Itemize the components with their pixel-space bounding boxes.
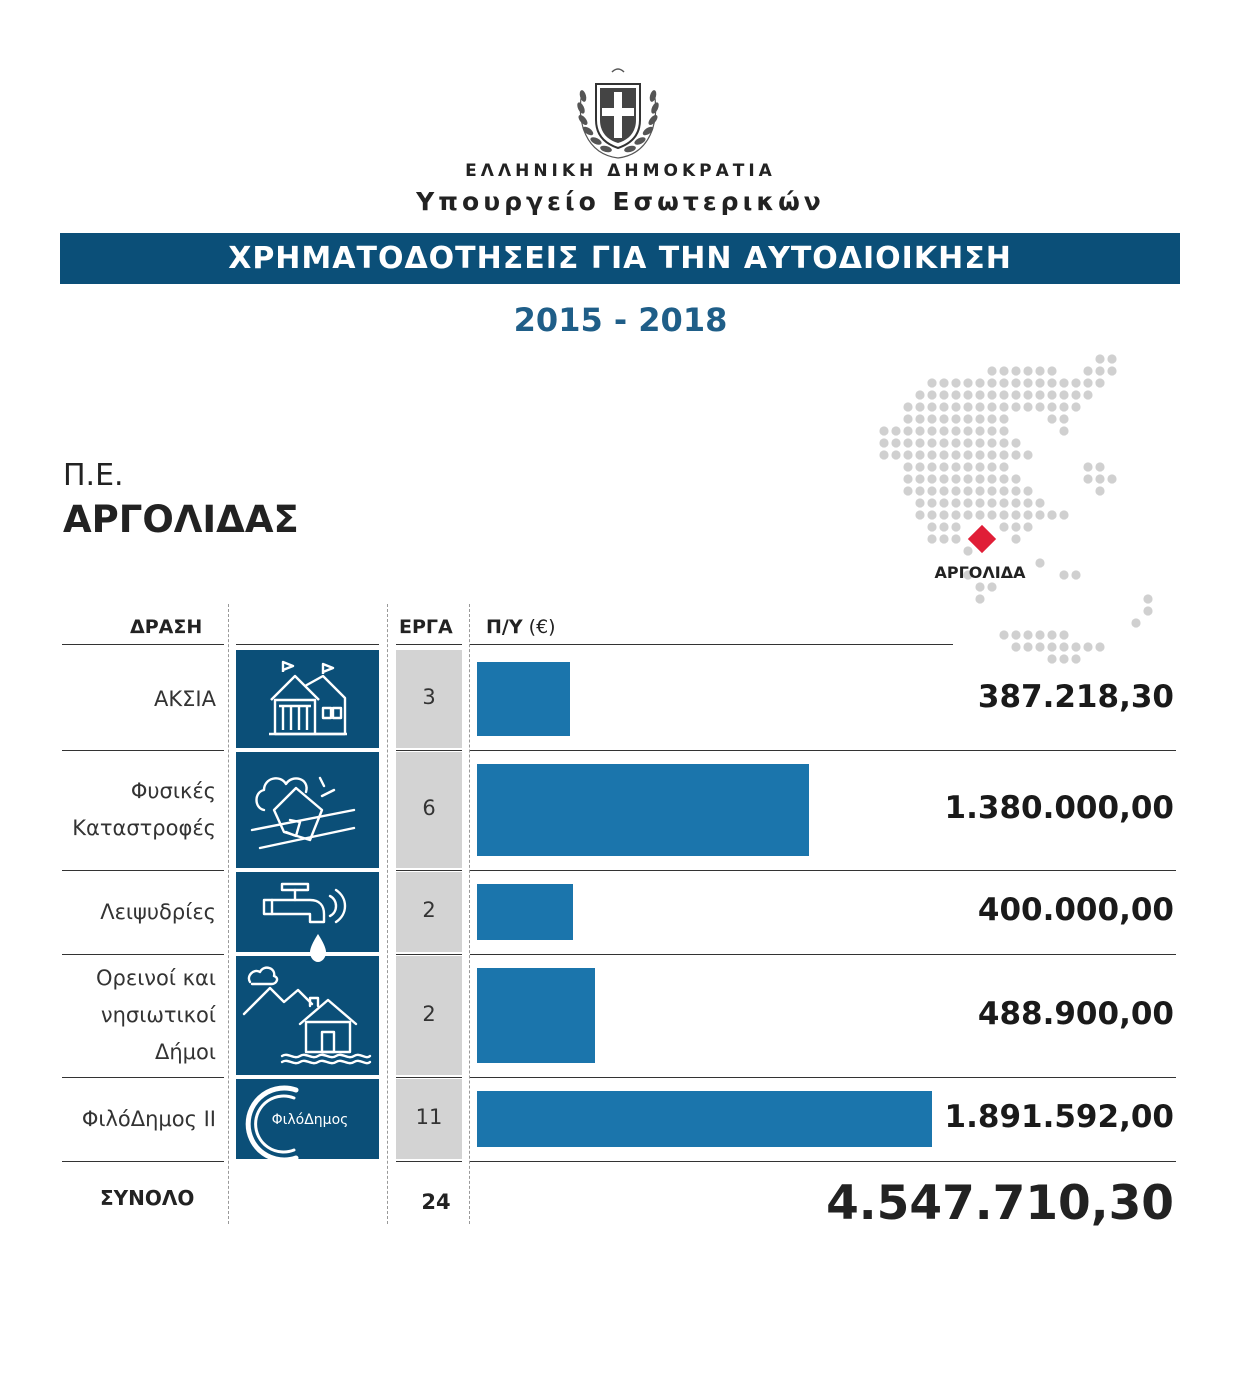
- map-dot: [915, 438, 924, 447]
- map-dot: [975, 474, 984, 483]
- map-dot: [987, 378, 996, 387]
- map-dot: [1023, 510, 1032, 519]
- mountain-island-icon: [240, 962, 376, 1066]
- map-dot: [1095, 642, 1104, 651]
- map-dot: [1035, 366, 1044, 375]
- map-dot: [1035, 558, 1044, 567]
- map-dot: [1047, 630, 1056, 639]
- map-dot: [1011, 402, 1020, 411]
- map-dot: [903, 462, 912, 471]
- map-dot: [951, 390, 960, 399]
- map-dot: [987, 450, 996, 459]
- map-dot: [951, 378, 960, 387]
- category-label-line: Καταστροφές: [72, 816, 216, 840]
- row-divider: [62, 1077, 224, 1078]
- budget-value-label: 387.218,30: [977, 679, 1174, 715]
- map-dot: [915, 474, 924, 483]
- map-dot: [1095, 354, 1104, 363]
- map-dot: [975, 594, 984, 603]
- map-dot: [963, 510, 972, 519]
- project-count: 11: [415, 1105, 443, 1129]
- category-label-line: νησιωτικοί: [100, 1003, 216, 1027]
- map-dot: [1011, 522, 1020, 531]
- separator-1: [228, 604, 229, 1224]
- map-dot: [963, 450, 972, 459]
- map-dot: [999, 486, 1008, 495]
- map-dot: [975, 582, 984, 591]
- map-dot: [999, 426, 1008, 435]
- map-dot: [1023, 366, 1032, 375]
- map-dot: [915, 450, 924, 459]
- map-dot: [927, 450, 936, 459]
- category-label-line: Φυσικές: [130, 779, 216, 803]
- category-label-line: Λειψυδρίες: [100, 899, 216, 924]
- row-divider: [470, 1161, 1176, 1162]
- map-dot: [939, 426, 948, 435]
- map-dot: [975, 390, 984, 399]
- map-dot: [1071, 570, 1080, 579]
- map-dot: [1011, 534, 1020, 543]
- map-dot: [1035, 402, 1044, 411]
- category-label: [40, 773, 216, 847]
- region-marker: [968, 525, 996, 553]
- map-dot: [1023, 378, 1032, 387]
- total-projects: 24: [421, 1190, 451, 1214]
- map-dot: [1047, 390, 1056, 399]
- row-divider: [470, 870, 1176, 871]
- map-dot: [999, 510, 1008, 519]
- map-dot: [1083, 378, 1092, 387]
- map-dot: [1011, 642, 1020, 651]
- category-label-line: Ορεινοί και: [95, 966, 216, 990]
- map-dot: [939, 378, 948, 387]
- project-count: 6: [422, 796, 436, 820]
- map-dot: [999, 390, 1008, 399]
- map-dot: [951, 474, 960, 483]
- map-dot: [915, 402, 924, 411]
- map-dot: [1059, 654, 1068, 663]
- map-dot: [1047, 642, 1056, 651]
- map-dot: [1047, 654, 1056, 663]
- map-dot: [1059, 378, 1068, 387]
- map-dot: [963, 546, 972, 555]
- row-divider: [470, 954, 1176, 955]
- map-dot: [1047, 402, 1056, 411]
- map-dot: [927, 390, 936, 399]
- separator-3: [469, 604, 470, 1224]
- map-dot: [1083, 642, 1092, 651]
- natural-disaster-icon: [250, 770, 362, 856]
- map-dot: [1023, 498, 1032, 507]
- budget-value-label: 400.000,00: [977, 892, 1174, 928]
- philodimos-logo-text: ΦιλόΔημος: [271, 1112, 349, 1128]
- row-divider: [396, 1161, 462, 1162]
- philodimos-logo-icon: [244, 1082, 372, 1162]
- map-dot: [975, 486, 984, 495]
- map-dot: [951, 534, 960, 543]
- budget-value-label: 1.891.592,00: [944, 1099, 1174, 1135]
- map-dot: [927, 378, 936, 387]
- map-dot: [1095, 462, 1104, 471]
- category-label: [40, 681, 216, 718]
- map-dots: [879, 354, 1152, 663]
- map-dot: [903, 438, 912, 447]
- row-divider: [396, 870, 462, 871]
- row-divider: [470, 1077, 1176, 1078]
- greek-emblem-icon: [572, 62, 664, 162]
- map-dot: [987, 402, 996, 411]
- map-dot: [951, 486, 960, 495]
- col-header-budget-label: Π/Υ: [486, 616, 523, 638]
- map-dot: [951, 438, 960, 447]
- map-dot: [903, 486, 912, 495]
- map-dot: [1071, 654, 1080, 663]
- rule-header-bars: [470, 644, 953, 645]
- map-dot: [939, 534, 948, 543]
- map-dot: [927, 510, 936, 519]
- map-dot: [1059, 642, 1068, 651]
- row-divider: [62, 954, 224, 955]
- category-label-line: Δήμοι: [155, 1040, 216, 1064]
- map-dot: [987, 390, 996, 399]
- map-dot: [927, 414, 936, 423]
- map-dot: [939, 438, 948, 447]
- map-dot: [1047, 378, 1056, 387]
- map-dot: [1059, 426, 1068, 435]
- map-dot: [879, 450, 888, 459]
- map-dot: [939, 462, 948, 471]
- row-divider: [396, 750, 462, 751]
- map-dot: [1047, 414, 1056, 423]
- map-dot: [975, 426, 984, 435]
- map-dot: [939, 474, 948, 483]
- year-range: 2015 - 2018: [513, 301, 728, 339]
- map-dot: [1059, 402, 1068, 411]
- map-dot: [927, 402, 936, 411]
- map-dot: [951, 402, 960, 411]
- banner-title: ΧΡΗΜΑΤΟΔΟΤΗΣΕΙΣ ΓΙΑ ΤΗΝ ΑΥΤΟΔΙΟΙΚΗΣΗ: [228, 241, 1012, 276]
- map-dot: [975, 402, 984, 411]
- map-dot: [951, 414, 960, 423]
- map-dot: [987, 414, 996, 423]
- map-dot: [1083, 474, 1092, 483]
- category-label: [40, 894, 216, 931]
- map-dot: [975, 450, 984, 459]
- map-dot: [987, 510, 996, 519]
- category-label-line: ΦιλόΔημος ΙΙ: [81, 1106, 216, 1131]
- map-dot: [963, 486, 972, 495]
- greece-dot-map: [870, 345, 1160, 675]
- map-dot: [1011, 474, 1020, 483]
- category-label-line: ΑΚΣΙΑ: [154, 686, 216, 711]
- map-dot: [1011, 510, 1020, 519]
- map-dot: [1011, 450, 1020, 459]
- map-dot: [903, 426, 912, 435]
- budget-bar: [477, 884, 573, 940]
- map-dot: [963, 498, 972, 507]
- map-dot: [1011, 366, 1020, 375]
- map-dot: [915, 390, 924, 399]
- map-dot: [963, 462, 972, 471]
- map-dot: [1059, 510, 1068, 519]
- map-dot: [987, 582, 996, 591]
- map-dot: [1059, 390, 1068, 399]
- map-dot: [1071, 642, 1080, 651]
- map-dot: [891, 426, 900, 435]
- total-amount: 4.547.710,30: [826, 1176, 1174, 1231]
- map-dot: [927, 462, 936, 471]
- map-dot: [1143, 594, 1152, 603]
- map-dot: [915, 510, 924, 519]
- map-dot: [999, 402, 1008, 411]
- map-dot: [1095, 366, 1104, 375]
- map-dot: [1035, 642, 1044, 651]
- map-dot: [903, 414, 912, 423]
- project-count: 3: [422, 685, 436, 709]
- map-dot: [999, 522, 1008, 531]
- map-dot: [939, 402, 948, 411]
- map-dot: [1035, 378, 1044, 387]
- budget-value-label: 1.380.000,00: [944, 790, 1174, 826]
- map-dot: [879, 438, 888, 447]
- map-dot: [999, 366, 1008, 375]
- map-dot: [987, 438, 996, 447]
- map-dot: [951, 462, 960, 471]
- map-dot: [1023, 642, 1032, 651]
- row-divider: [62, 1161, 224, 1162]
- map-dot: [951, 510, 960, 519]
- map-dot: [975, 510, 984, 519]
- map-dot: [1011, 390, 1020, 399]
- map-dot: [963, 378, 972, 387]
- map-dot: [1023, 630, 1032, 639]
- map-dot: [1023, 450, 1032, 459]
- map-dot: [987, 486, 996, 495]
- map-dot: [1059, 414, 1068, 423]
- map-dot: [1023, 486, 1032, 495]
- row-divider: [396, 1077, 462, 1078]
- row-divider: [396, 954, 462, 955]
- map-dot: [903, 450, 912, 459]
- map-dot: [963, 390, 972, 399]
- map-dot: [999, 378, 1008, 387]
- map-dot: [927, 474, 936, 483]
- map-dot: [999, 498, 1008, 507]
- budget-bar: [477, 1091, 932, 1147]
- map-dot: [975, 438, 984, 447]
- category-label: [40, 960, 216, 1071]
- map-dot: [963, 426, 972, 435]
- map-dot: [1047, 510, 1056, 519]
- map-dot: [939, 522, 948, 531]
- map-region-label: ΑΡΓΟΛΙΔΑ: [934, 563, 1026, 582]
- budget-value-label: 488.900,00: [977, 995, 1174, 1032]
- map-dot: [1011, 378, 1020, 387]
- map-dot: [951, 426, 960, 435]
- map-dot: [1011, 486, 1020, 495]
- map-dot: [987, 474, 996, 483]
- map-dot: [1023, 402, 1032, 411]
- map-dot: [999, 438, 1008, 447]
- map-dot: [1059, 630, 1068, 639]
- map-dot: [927, 426, 936, 435]
- map-dot: [1083, 390, 1092, 399]
- map-dot: [1047, 366, 1056, 375]
- budget-bar: [477, 968, 595, 1063]
- map-dot: [963, 414, 972, 423]
- map-dot: [1023, 390, 1032, 399]
- map-dot: [975, 462, 984, 471]
- map-dot: [927, 534, 936, 543]
- map-dot: [915, 414, 924, 423]
- map-dot: [1071, 378, 1080, 387]
- budget-bar: [477, 764, 809, 856]
- map-dot: [1035, 390, 1044, 399]
- map-dot: [1131, 618, 1140, 627]
- ministry-title: Υπουργείο Εσωτερικών: [416, 187, 825, 216]
- map-dot: [1107, 366, 1116, 375]
- separator-2: [387, 604, 388, 1224]
- map-dot: [1095, 378, 1104, 387]
- region-prefix: Π.Ε.: [63, 458, 124, 493]
- republic-title: ΕΛΛΗΝΙΚΗ ΔΗΜΟΚΡΑΤΙΑ: [465, 161, 776, 181]
- water-tap-icon: [258, 876, 354, 964]
- map-dot: [1107, 474, 1116, 483]
- map-dot: [939, 510, 948, 519]
- map-dot: [915, 486, 924, 495]
- town-hall-icon: [265, 660, 351, 740]
- map-dot: [1143, 606, 1152, 615]
- map-dot: [1059, 570, 1068, 579]
- map-dot: [951, 450, 960, 459]
- project-count: 2: [422, 898, 436, 922]
- map-dot: [963, 438, 972, 447]
- map-dot: [999, 474, 1008, 483]
- col-header-action: ΔΡΑΣΗ: [130, 616, 203, 638]
- map-dot: [951, 498, 960, 507]
- map-dot: [1035, 510, 1044, 519]
- map-dot: [1095, 474, 1104, 483]
- rule-header-count: [396, 644, 462, 645]
- map-dot: [999, 450, 1008, 459]
- map-dot: [987, 462, 996, 471]
- map-dot: [891, 438, 900, 447]
- map-dot: [999, 462, 1008, 471]
- map-dot: [1071, 390, 1080, 399]
- map-dot: [987, 426, 996, 435]
- rule-header-icons: [236, 644, 379, 645]
- map-dot: [939, 390, 948, 399]
- col-header-budget: [486, 616, 556, 638]
- map-dot: [1035, 498, 1044, 507]
- map-dot: [1011, 498, 1020, 507]
- map-dot: [915, 498, 924, 507]
- col-header-projects: ΕΡΓΑ: [399, 616, 453, 638]
- map-dot: [975, 414, 984, 423]
- map-dot: [927, 486, 936, 495]
- map-dot: [903, 402, 912, 411]
- map-dot: [987, 366, 996, 375]
- map-dot: [987, 498, 996, 507]
- map-dot: [939, 450, 948, 459]
- map-dot: [951, 522, 960, 531]
- map-dot: [915, 462, 924, 471]
- map-dot: [999, 414, 1008, 423]
- map-dot: [963, 474, 972, 483]
- map-dot: [1011, 438, 1020, 447]
- map-dot: [1083, 462, 1092, 471]
- col-header-budget-unit: (€): [528, 616, 556, 638]
- project-count: 2: [422, 1001, 436, 1026]
- map-dot: [1083, 366, 1092, 375]
- map-dot: [891, 450, 900, 459]
- budget-bar: [477, 662, 570, 736]
- category-label: [40, 1101, 216, 1138]
- map-dot: [975, 498, 984, 507]
- row-divider: [62, 750, 224, 751]
- map-dot: [1023, 522, 1032, 531]
- map-dot: [1035, 630, 1044, 639]
- row-divider: [470, 750, 1176, 751]
- map-dot: [975, 378, 984, 387]
- map-dot: [1107, 354, 1116, 363]
- map-dot: [1095, 486, 1104, 495]
- rule-header-left: [62, 644, 224, 645]
- map-dot: [927, 498, 936, 507]
- total-label: ΣΥΝΟΛΟ: [100, 1186, 195, 1210]
- map-dot: [939, 414, 948, 423]
- map-dot: [879, 426, 888, 435]
- map-dot: [999, 630, 1008, 639]
- map-dot: [963, 402, 972, 411]
- map-dot: [939, 486, 948, 495]
- map-dot: [1071, 402, 1080, 411]
- map-dot: [939, 498, 948, 507]
- map-dot: [1011, 630, 1020, 639]
- map-dot: [903, 474, 912, 483]
- map-dot: [927, 522, 936, 531]
- map-dot: [915, 426, 924, 435]
- map-dot: [927, 438, 936, 447]
- row-divider: [62, 870, 224, 871]
- region-name: ΑΡΓΟΛΙΔΑΣ: [63, 498, 299, 541]
